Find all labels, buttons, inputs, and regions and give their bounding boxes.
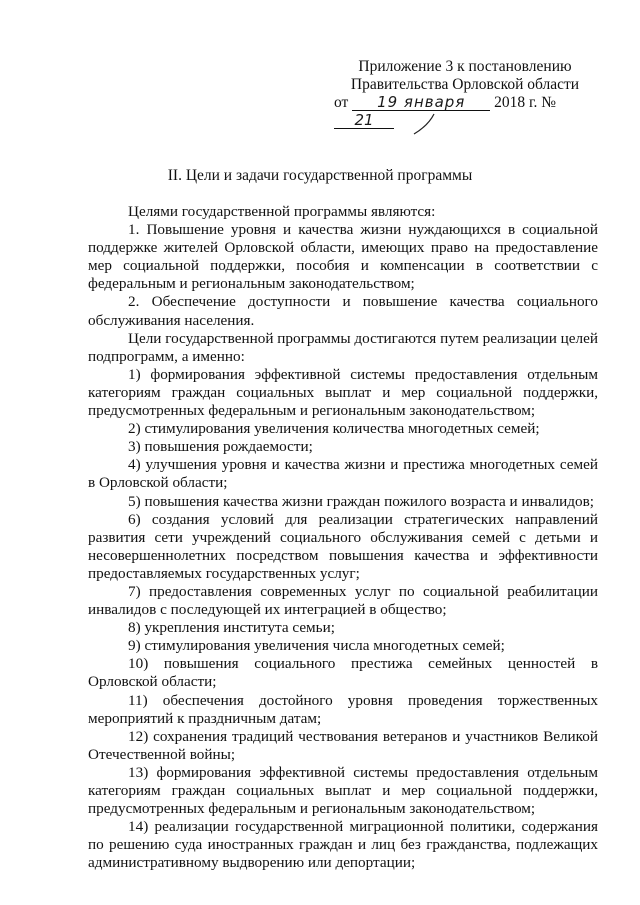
list-item: 9) стимулирования увеличения числа многодетных семей;	[128, 637, 505, 655]
paragraph-goal-1: 1. Повышение уровня и качества жизни нуждающихся в социальной поддержке жителей Орловской области, имеющих право на предоставление мер социальной поддержки, пособия и компенсации в соответствии с федеральным и региональным законодательством;	[88, 221, 598, 293]
paragraph-goals-intro: Целями государственной программы являются:	[128, 203, 436, 220]
pen-stroke-icon	[406, 112, 446, 136]
header-government-line: Правительства Орловской области	[350, 76, 580, 93]
list-item: 11) обеспечения достойного уровня проведения торжественных мероприятий к праздничным датам;	[88, 691, 598, 727]
list-item: 3) повышения рождаемости;	[128, 438, 313, 456]
handwritten-date: 19 января	[352, 95, 490, 111]
list-item: 10) повышения социального престижа семейных ценностей в Орловской области;	[88, 655, 598, 691]
handwritten-number: 21	[334, 113, 394, 129]
header-date-line	[330, 94, 600, 130]
paragraph-subprogram-intro: Цели государственной программы достигаются путем реализации целей подпрограмм, а именно:	[88, 329, 598, 365]
list-item: 8) укрепления института семьи;	[128, 619, 335, 637]
list-item: 2) стимулирования увеличения количества многодетных семей;	[128, 420, 540, 438]
date-prefix: от	[334, 94, 349, 111]
list-item: 7) предоставления современных услуг по социальной реабилитации инвалидов с последующей их интеграцией в общество;	[88, 582, 598, 619]
list-item: 1) формирования эффективной системы предоставления отдельным категориям граждан социальных выплат и мер социальной поддержки, предусмотренных федеральным и региональным законодательством;	[88, 365, 598, 420]
date-year: 2018 г. №	[494, 94, 557, 111]
list-item: 5) повышения качества жизни граждан пожилого возраста и инвалидов;	[128, 492, 594, 510]
list-item: 4) улучшения уровня и качества жизни и престижа многодетных семей в Орловской области;	[88, 456, 598, 492]
document-body	[88, 203, 598, 872]
list-item: 14) реализации государственной миграционной политики, содержания по решению суда иностранных граждан и лиц без гражданства, подлежащих административному выдворению или депортации;	[88, 818, 598, 872]
paragraph-goal-2: 2. Обеспечение доступности и повышение качества социального обслуживания населения.	[88, 293, 598, 329]
list-item: 13) формирования эффективной системы предоставления отдельным категориям граждан социальных выплат и мер социальной поддержки, предусмотренных федеральным и региональным законодательством;	[88, 763, 598, 818]
section-title: II. Цели и задачи государственной программы	[167, 167, 473, 184]
list-item: 6) создания условий для реализации стратегических направлений развития сети учреждений социального обслуживания семей с детьми и несовершеннолетних посредством повышения качества и эффективности предоставляемых государственных услуг;	[88, 510, 598, 582]
document-header	[330, 58, 600, 130]
list-item: 12) сохранения традиций чествования ветеранов и участников Великой Отечественной войны;	[88, 727, 598, 763]
header-appendix-line: Приложение 3 к постановлению	[358, 58, 572, 75]
